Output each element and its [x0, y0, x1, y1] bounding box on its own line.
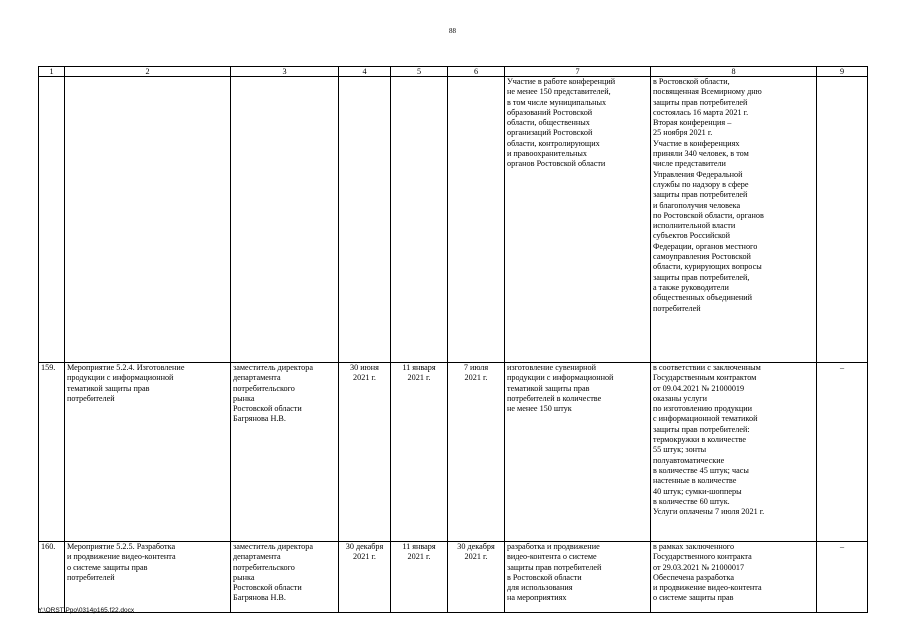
actual-result-cell: в рамках заключенного Государственного контракта от 29.03.2021 № 21000017 Обеспечена разработка и продвижение видео-контента о системе защиты прав [651, 542, 817, 613]
actual-result-cell: в соответствии с заключенным Государственным контрактом от 09.04.2021 № 21000019 оказаны услуги по изготовлению продукции с информационной тематикой защиты прав потребителей: термокружки в количестве 55 штук; зонты полуавтоматические в количестве 45 штук; часы настенные в количестве 40 штук; сумки-шопперы в количестве 60 штук. Услуги оплачены 7 июля 2021 г. [651, 363, 817, 542]
end-date-cell: 30 декабря 2021 г. [448, 542, 505, 613]
start-date-cell: 11 января 2021 г. [391, 542, 448, 613]
responsible-cell: заместитель директора департамента потребительского рынка Ростовской области Багрянова Н.В. [231, 363, 339, 542]
column-number: 2 [65, 67, 231, 77]
expected-result-cell: разработка и продвижение видео-контента о системе защиты прав потребителей в Ростовской области для использования на мероприятиях [505, 542, 651, 613]
row-number-cell [39, 77, 65, 363]
note-cell: – [817, 363, 868, 542]
activity-cell: Мероприятие 5.2.4. Изготовление продукции с информационной тематикой защиты прав потребителей [65, 363, 231, 542]
responsible-cell: заместитель директора департамента потребительского рынка Ростовской области Багрянова Н.В. [231, 542, 339, 613]
table-row [39, 542, 868, 613]
column-number: 6 [448, 67, 505, 77]
end-date-cell [448, 77, 505, 363]
note-cell [817, 77, 868, 363]
continuation-row [39, 77, 868, 363]
start-date-cell [391, 77, 448, 363]
note-cell: – [817, 542, 868, 613]
column-number: 7 [505, 67, 651, 77]
file-path-footer: Y:\ORST\Ppo\0314p165.f22.docx [38, 607, 135, 614]
report-table [38, 66, 868, 613]
expected-result-cell: изготовление сувенирной продукции с информационной тематикой защиты прав потребителей в количестве не менее 150 штук [505, 363, 651, 542]
column-number: 4 [339, 67, 391, 77]
end-date-cell: 7 июля 2021 г. [448, 363, 505, 542]
row-number-cell: 160. [39, 542, 65, 613]
row-number-cell: 159. [39, 363, 65, 542]
activity-cell [65, 77, 231, 363]
start-date-cell: 11 января 2021 г. [391, 363, 448, 542]
table-row [39, 363, 868, 542]
column-number-row [39, 67, 868, 77]
activity-cell: Мероприятие 5.2.5. Разработка и продвижение видео-контента о системе защиты прав потребителей [65, 542, 231, 613]
column-number: 8 [651, 67, 817, 77]
expected-result-cell: Участие в работе конференций не менее 150 представителей, в том числе муниципальных образований Ростовской области, общественных организаций Ростовской области, контролирующих и правоохранительных органов Ростовской области [505, 77, 651, 363]
page-number: 88 [449, 27, 456, 35]
actual-result-cell: в Ростовской области, посвященная Всемирному дню защиты прав потребителей состоялась 16 марта 2021 г. Вторая конференция – 25 ноября 2021 г. Участие в конференциях приняли 340 человек, в том числе представители Управления Федеральной службы по надзору в сфере защиты прав потребителей и благополучия человека по Ростовской области, органов исполнительной власти субъектов Российской Федерации, органов местного самоуправления Ростовской области, курирующих вопросы защиты прав потребителей, а также руководители общественных объединений потребителей [651, 77, 817, 363]
planned-date-cell [339, 77, 391, 363]
column-number: 1 [39, 67, 65, 77]
planned-date-cell: 30 июня 2021 г. [339, 363, 391, 542]
column-number: 5 [391, 67, 448, 77]
column-number: 3 [231, 67, 339, 77]
planned-date-cell: 30 декабря 2021 г. [339, 542, 391, 613]
responsible-cell [231, 77, 339, 363]
column-number: 9 [817, 67, 868, 77]
